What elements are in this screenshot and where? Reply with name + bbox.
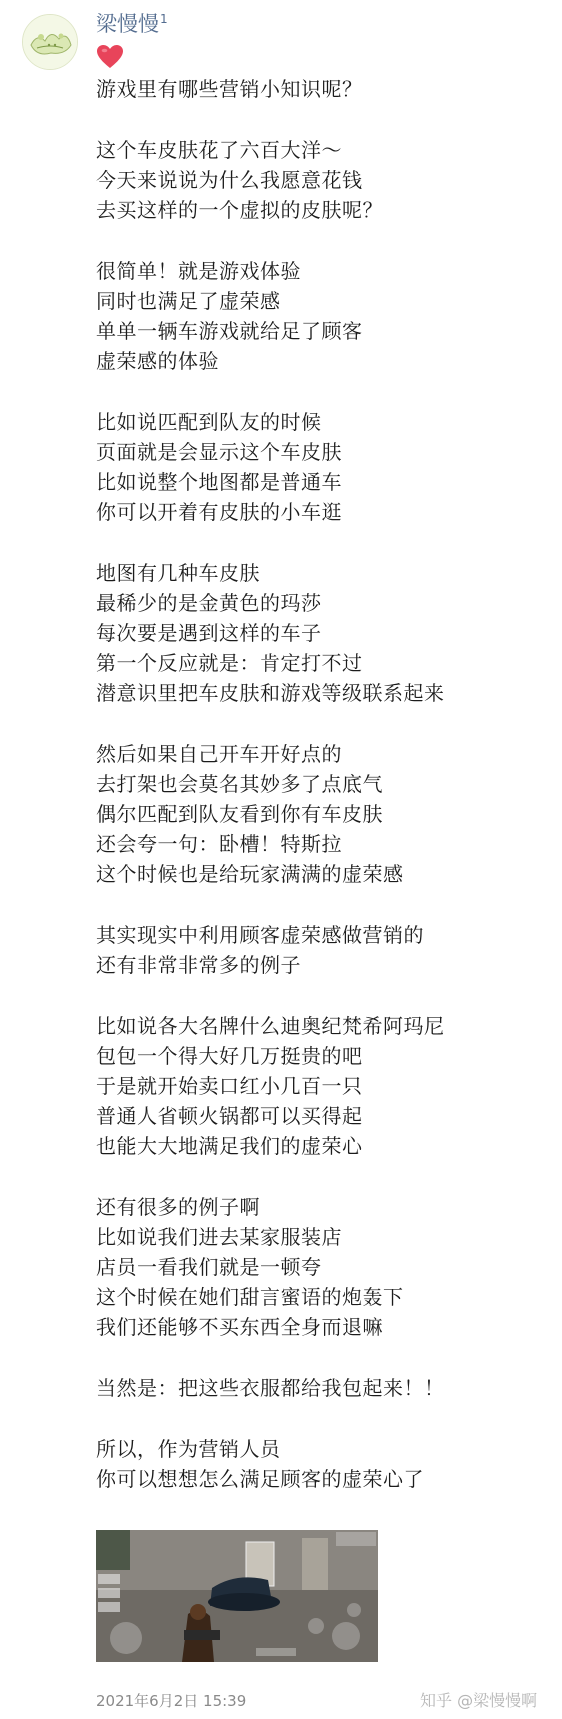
post-line: 游戏里有哪些营销小知识呢？ — [96, 77, 363, 101]
post-line: 你可以想想怎么满足顾客的虚荣心了 — [96, 1467, 424, 1491]
avatar-illustration-icon — [23, 15, 77, 69]
post-line: 还有非常非常多的例子 — [96, 953, 301, 977]
post-line: 最稀少的是金黄色的玛莎 — [96, 591, 322, 615]
post-content — [96, 4, 546, 1494]
game-screenshot-icon — [96, 1530, 378, 1662]
post-line: 于是就开始卖口红小几百一只 — [96, 1074, 363, 1098]
paragraph-gap — [96, 527, 546, 558]
paragraph-gap — [96, 1403, 546, 1434]
post-line: 其实现实中利用顾客虚荣感做营销的 — [96, 923, 424, 947]
paragraph-gap — [96, 225, 546, 256]
post-line: 你可以开着有皮肤的小车逛 — [96, 500, 342, 524]
author-badge: 1 — [160, 12, 168, 26]
post-line: 还会夸一句：卧槽！特斯拉 — [96, 832, 342, 856]
post-line: 比如说匹配到队友的时候 — [96, 410, 322, 434]
paragraph-gap — [96, 1342, 546, 1373]
post-line: 店员一看我们就是一顿夸 — [96, 1255, 322, 1279]
post-line: 页面就是会显示这个车皮肤 — [96, 440, 342, 464]
post-line: 比如说整个地图都是普通车 — [96, 470, 342, 494]
post-line: 单单一辆车游戏就给足了顾客 — [96, 319, 363, 343]
author-name-text: 梁慢慢 — [96, 12, 159, 36]
paragraph-gap — [96, 889, 546, 920]
post-line: 这个时候在她们甜言蜜语的炮轰下 — [96, 1285, 404, 1309]
post-line: 还有很多的例子啊 — [96, 1195, 260, 1219]
post-line: 去买这样的一个虚拟的皮肤呢？ — [96, 198, 383, 222]
paragraph-gap — [96, 708, 546, 739]
post-line: 比如说各大名牌什么迪奥纪梵希阿玛尼 — [96, 1014, 445, 1038]
post-line: 很简单！就是游戏体验 — [96, 259, 301, 283]
post-line: 这个时候也是给玩家满满的虚荣感 — [96, 862, 404, 886]
author-name[interactable] — [96, 4, 546, 34]
post-line: 偶尔匹配到队友看到你有车皮肤 — [96, 802, 383, 826]
post-line: 今天来说说为什么我愿意花钱 — [96, 168, 363, 192]
post-line: 所以，作为营销人员 — [96, 1437, 281, 1461]
post-line: 这个车皮肤花了六百大洋～ — [96, 138, 342, 162]
post-line: 去打架也会莫名其妙多了点底气 — [96, 772, 383, 796]
zhihu-watermark: 知乎 @梁慢慢啊 — [420, 1691, 538, 1710]
post-line: 我们还能够不买东西全身而退嘛 — [96, 1315, 383, 1339]
post-line: 地图有几种车皮肤 — [96, 561, 260, 585]
post-line: 普通人省顿火锅都可以买得起 — [96, 1104, 363, 1128]
post-line: 潜意识里把车皮肤和游戏等级联系起来 — [96, 681, 445, 705]
post-timestamp: 2021年6月2日 15:39 — [96, 1692, 247, 1710]
paragraph-gap — [96, 376, 546, 407]
post-line: 同时也满足了虚荣感 — [96, 289, 281, 313]
paragraph-gap — [96, 980, 546, 1011]
avatar[interactable] — [22, 14, 78, 70]
post-line: 当然是：把这些衣服都给我包起来！！ — [96, 1376, 445, 1400]
red-heart-emoji-icon — [96, 44, 126, 72]
post-line: 包包一个得大好几万挺贵的吧 — [96, 1044, 363, 1068]
paragraph-gap — [96, 1161, 546, 1192]
post-body — [96, 74, 546, 1494]
post-line: 然后如果自己开车开好点的 — [96, 742, 342, 766]
paragraph-gap — [96, 104, 546, 135]
game-screenshot-thumbnail[interactable] — [96, 1530, 378, 1662]
post-line: 虚荣感的体验 — [96, 349, 219, 373]
post-line: 每次要是遇到这样的车子 — [96, 621, 322, 645]
post-line: 第一个反应就是：肯定打不过 — [96, 651, 363, 675]
post-line: 也能大大地满足我们的虚荣心 — [96, 1134, 363, 1158]
post-line: 比如说我们进去某家服装店 — [96, 1225, 342, 1249]
